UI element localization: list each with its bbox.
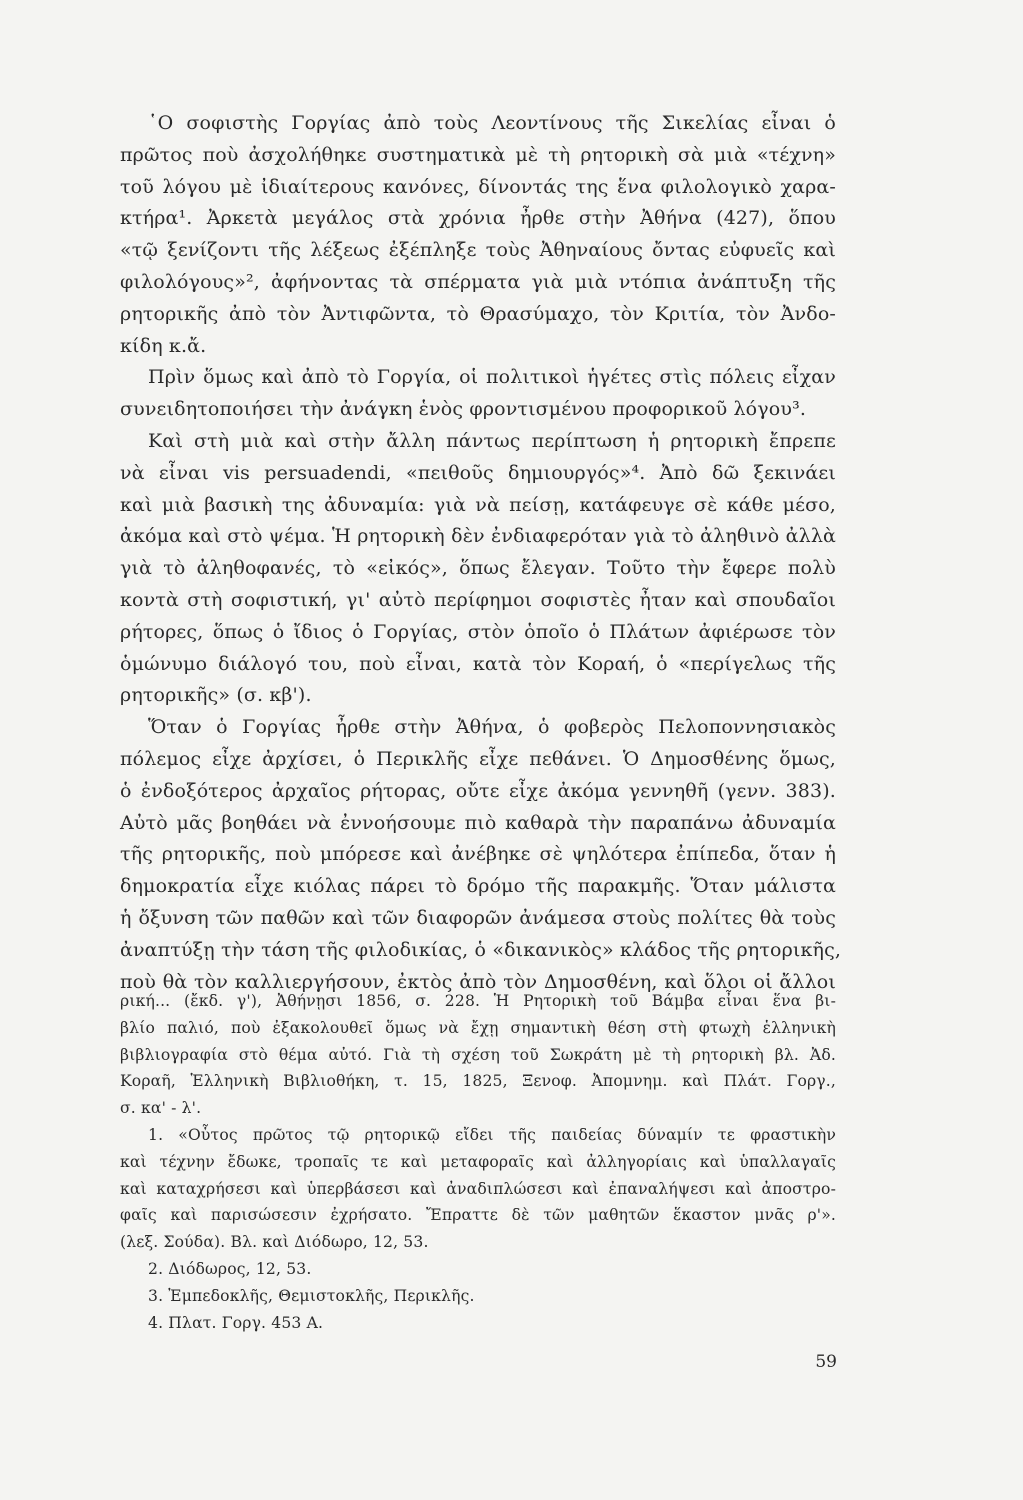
page-number: 59 [815,1352,837,1372]
text-line: ὁμώνυμο διάλογό του, ποὺ εἶναι, κατὰ τὸν Κοραή, ὁ «περίγελως τῆς [120,652,836,675]
text-line: δημοκρατία εἶχε κιόλας πάρει τὸ δρόμο τῆς παρακμῆς. Ὅταν μάλιστα [120,875,836,898]
text-line: «τῷ ξενίζοντι τῆς λέξεως ἐξέπληξε τοὺς Ἀθηναίους ὄντας εὐφυεῖς καὶ [120,239,836,262]
footnote-line: φαῖς καὶ παρισώσεσιν ἐχρήσατο. Ἔπραττε δὲ τῶν μαθητῶν ἕκαστον μνᾶς ρ'». [120,1206,836,1225]
text-line: τῆς ρητορικῆς, ποὺ μπόρεσε καὶ ἀνέβηκε σὲ ψηλότερα ἐπίπεδα, ὅταν ἡ [120,843,836,866]
text-line: κοντὰ στὴ σοφιστική, γι' αὐτὸ περίφημοι σοφιστὲς ἦταν καὶ σπουδαῖοι [120,588,836,611]
text-line: Πρὶν ὅμως καὶ ἀπὸ τὸ Γοργία, οἱ πολιτικοὶ ἡγέτες στὶς πόλεις εἶχαν [148,366,836,389]
footnote-line: βλίο παλιό, ποὺ ἐξακολουθεῖ ὅμως νὰ ἔχῃ σημαντικὴ θέση στὴ φτωχὴ ἑλληνικὴ [120,1018,836,1037]
text-line: Καὶ στὴ μιὰ καὶ στὴν ἄλλη πάντως περίπτωση ἡ ρητορικὴ ἔπρεπε [148,429,836,452]
footnote-line: βιβλιογραφία στὸ θέμα αὐτό. Γιὰ τὴ σχέση τοῦ Σωκράτη μὲ τὴ ρητορικὴ βλ. Ἀδ. [120,1045,836,1064]
text-line: ἡ ὄξυνση τῶν παθῶν καὶ τῶν διαφορῶν ἀνάμεσα στοὺς πολίτες θὰ τοὺς [120,906,836,929]
text-line: ἀκόμα καὶ στὸ ψέμα. Ἡ ρητορικὴ δὲν ἐνδιαφερόταν γιὰ τὸ ἀληθινὸ ἀλλὰ [120,525,836,548]
footnote-line: καὶ καταχρήσεσι καὶ ὑπερβάσεσι καὶ ἀναδιπλώσεσι καὶ ἐπαναλήψεσι καὶ ἀποστρο- [120,1179,836,1198]
text-line: συνειδητοποιήσει τὴν ἀνάγκη ἑνὸς φροντισμένου προφορικοῦ λόγου³. [120,398,807,421]
text-line: πρῶτος ποὺ ἀσχολήθηκε συστηματικὰ μὲ τὴ ρητορικὴ σὰ μιὰ «τέχνη» [120,143,836,166]
footnote-line: 3. Ἐμπεδοκλῆς, Θεμιστοκλῆς, Περικλῆς. [148,1286,475,1305]
text-line: Ὅταν ὁ Γοργίας ἦρθε στὴν Ἀθήνα, ὁ φοβερὸς Πελοποννησιακὸς [148,716,836,739]
text-line: ὁ ἐνδοξότερος ἀρχαῖος ρήτορας, οὔτε εἶχε ἀκόμα γεννηθῆ (γενν. 383). [120,779,836,802]
footnote-line: καὶ τέχνην ἔδωκε, τροπαῖς τε καὶ μεταφοραῖς καὶ ἀλληγορίαις καὶ ὑπαλλαγαῖς [120,1152,836,1171]
text-line: γιὰ τὸ ἀληθοφανές, τὸ «εἰκός», ὅπως ἔλεγαν. Τοῦτο τὴν ἔφερε πολὺ [120,557,836,580]
text-line: φιλολόγους»², ἀφήνοντας τὰ σπέρματα γιὰ μιὰ ντόπια ἀνάπτυξη τῆς [120,270,836,293]
text-line: νὰ εἶναι vis persuadendi, «πειθοῦς δημιουργός»⁴. Ἀπὸ δῶ ξεκινάει [120,461,836,484]
text-line: κτήρα¹. Ἀρκετὰ μεγάλος στὰ χρόνια ἦρθε στὴν Ἀθήνα (427), ὅπου [120,207,836,230]
text-line: ρητορικῆς» (σ. κβ'). [120,684,312,707]
footnote-line: Κοραῆ, Ἑλληνικὴ Βιβλιοθήκη, τ. 15, 1825, Ξενοφ. Ἀπομνημ. καὶ Πλάτ. Γοργ., [120,1072,836,1091]
text-line: κίδη κ.ἄ. [120,334,207,357]
text-line: Αὐτὸ μᾶς βοηθάει νὰ ἐννοήσουμε πιὸ καθαρὰ τὴν παραπάνω ἀδυναμία [120,811,836,834]
text-line: ἀναπτύξῃ τὴν τάση τῆς φιλοδικίας, ὁ «δικανικὸς» κλάδος τῆς ρητορικῆς, [120,938,842,961]
text-line: καὶ μιὰ βασικὴ της ἀδυναμία: γιὰ νὰ πείσῃ, κατάφευγε σὲ κάθε μέσο, [120,493,836,516]
footnote-line: 1. «Οὗτος πρῶτος τῷ ρητορικῷ εἴδει τῆς παιδείας δύναμίν τε φραστικὴν [148,1125,836,1144]
text-line: τοῦ λόγου μὲ ἰδιαίτερους κανόνες, δίνοντάς της ἕνα φιλολογικὸ χαρα- [120,175,836,198]
footnote-line: 2. Διόδωρος, 12, 53. [148,1259,312,1278]
main-text [120,108,842,998]
text-line: ρητορικῆς ἀπὸ τὸν Ἀντιφῶντα, τὸ Θρασύμαχο, τὸν Κριτία, τὸν Ἀνδο- [120,302,836,325]
text-line: ποὺ θὰ τὸν καλλιεργήσουν, ἐκτὸς ἀπὸ τὸν Δημοσθένη, καὶ ὅλοι οἱ ἄλλοι [120,970,836,993]
footnote-line: ρική... (ἔκδ. γ'), Ἀθήνῃσι 1856, σ. 228. Ἡ Ρητορικὴ τοῦ Βάμβα εἶναι ἕνα βι- [120,992,836,1010]
footnote-line: σ. κα' - λ'. [120,1099,202,1118]
footnote-line: 4. Πλατ. Γοργ. 453 Α. [148,1313,324,1332]
text-line: ῾Ο σοφιστὴς Γοργίας ἀπὸ τοὺς Λεοντίνους τῆς Σικελίας εἶναι ὁ [148,112,836,134]
footnotes [120,988,836,1336]
footnote-line: (λεξ. Σούδα). Βλ. καὶ Διόδωρο, 12, 53. [120,1233,429,1252]
text-line: ρήτορες, ὅπως ὁ ἴδιος ὁ Γοργίας, στὸν ὁποῖο ὁ Πλάτων ἀφιέρωσε τὸν [120,620,836,643]
text-line: πόλεμος εἶχε ἀρχίσει, ὁ Περικλῆς εἶχε πεθάνει. Ὁ Δημοσθένης ὅμως, [120,747,836,770]
